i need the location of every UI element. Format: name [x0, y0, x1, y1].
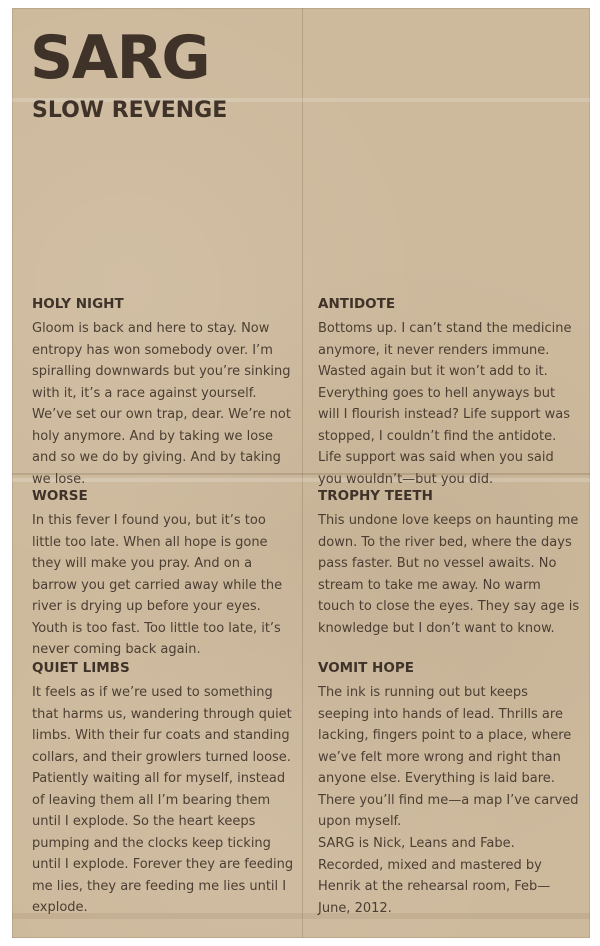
song-title: TROPHY TEETH: [318, 488, 433, 504]
song-quiet-limbs: [32, 660, 294, 919]
song-lyrics: It feels as if we’re used to something that harms us, wandering through quiet limbs. With their fur coats and standing collars, and their growlers turned loose. Patiently waiting all for myself, instead of leaving them all I’m bearing them until I explode. So the heart keeps pumping and the clocks keep ticking until I explode. Forever they are feeding me lies, they are feeding me lies until I explode.: [32, 685, 294, 915]
song-title: HOLY NIGHT: [32, 296, 124, 312]
song-title: WORSE: [32, 488, 88, 504]
song-lyrics: Bottoms up. I can’t stand the medicine anymore, it never renders immune. Wasted again but it won’t add to it. Everything goes to hell anyways but will I flourish instead? Life support was stopped, I couldn’t find the antidote. Life support was said when you said you wouldn’t—but you did.: [318, 321, 572, 487]
song-title: QUIET LIMBS: [32, 660, 130, 676]
song-lyrics: The ink is running out but keeps seeping into hands of lead. Thrills are lacking, fingers point to a place, where we’ve felt more wrong and right than anyone else. Everything is laid bare. There you’ll find me—a map I’ve carved upon myself.: [318, 685, 579, 829]
credits-text: SARG is Nick, Leans and Fabe. Recorded, mixed and mastered by Henrik at the rehearsal room, Feb—June, 2012.: [318, 836, 551, 916]
song-lyrics: In this fever I found you, but it’s too little too late. When all hope is gone they will make you pray. And on a barrow you get carried away while the river is drying up before your eyes. Youth is too fast. Too little too late, it’s never coming back again.: [32, 513, 283, 657]
song-trophy-teeth: [318, 488, 580, 639]
song-vomit-hope: [318, 660, 580, 833]
song-title: VOMIT HOPE: [318, 660, 414, 676]
lyric-sheet: [12, 8, 590, 938]
album-title: SLOW REVENGE: [32, 98, 228, 123]
song-lyrics: Gloom is back and here to stay. Now entropy has won somebody over. I’m spiralling downwards but you’re sinking with it, it’s a race against yourself. We’ve set our own trap, dear. We’re not holy anymore. And by taking we lose and so we do by giving. And by taking we lose.: [32, 321, 291, 487]
band-name: SARG: [30, 23, 210, 93]
song-holy-night: [32, 296, 294, 490]
album-credits: [318, 833, 580, 919]
song-title: ANTIDOTE: [318, 296, 396, 312]
song-antidote: [318, 296, 580, 490]
song-lyrics: This undone love keeps on haunting me down. To the river bed, where the days pass faster. But no vessel awaits. No stream to take me away. No warm touch to close the eyes. They say age is knowledge but I don’t want to know.: [318, 513, 580, 636]
song-worse: [32, 488, 294, 661]
